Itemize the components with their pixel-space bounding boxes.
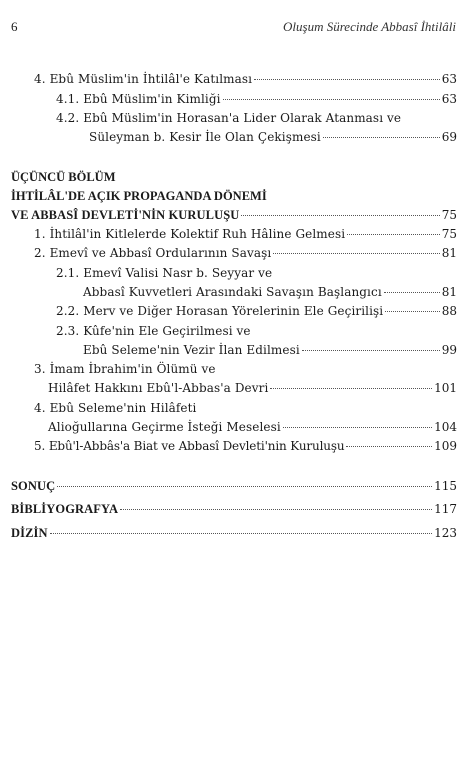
toc-entry[interactable]: [56, 92, 457, 109]
dot-leader: [346, 446, 432, 447]
toc-entry[interactable]: [48, 420, 457, 437]
section-title: İHTİLÂL'DE AÇIK PROPAGANDA DÖNEMİ: [11, 189, 267, 203]
toc-entry-page: 75: [441, 227, 457, 241]
toc-entry-page: 123: [434, 526, 457, 540]
dot-leader: [273, 253, 439, 254]
toc-entry-text[interactable]: 4.2. Ebû Müslim'in Horasan'a Lider Olarak Atanması ve: [56, 111, 402, 125]
dot-leader: [57, 486, 432, 487]
toc-entry-page: 88: [441, 304, 457, 318]
dot-leader: [302, 350, 440, 351]
running-header: [0, 19, 471, 37]
page-number: 6: [11, 19, 18, 34]
toc-entry-text[interactable]: 2.1. Emevî Valisi Nasr b. Seyyar ve: [56, 266, 273, 280]
running-title: Oluşum Sürecinde Abbasî İhtilâli: [283, 19, 456, 34]
toc-entry-page: 69: [441, 130, 457, 144]
toc-entry[interactable]: [11, 526, 457, 543]
dot-leader: [120, 509, 432, 510]
toc-entry[interactable]: [34, 246, 457, 263]
toc-entry-page: 117: [434, 502, 457, 516]
dot-leader: [347, 234, 440, 235]
toc-entry[interactable]: [34, 439, 457, 456]
dot-leader: [384, 292, 440, 293]
toc-entry-page: 109: [434, 439, 457, 453]
dot-leader: [254, 79, 440, 80]
toc-entry-text: 2. Emevî ve Abbasî Ordularının Savaşı: [34, 246, 272, 260]
toc-entry-page: 104: [434, 420, 457, 434]
toc-entry-text: BİBLİYOGRAFYA: [11, 502, 119, 516]
dot-leader: [241, 215, 439, 216]
toc-entry-page: 63: [441, 72, 457, 86]
toc-entry-page: 63: [441, 92, 457, 106]
toc-entry-text: Ebû Seleme'nin Vezir İlan Edilmesi: [83, 343, 300, 357]
toc-entry-text: SONUÇ: [11, 479, 56, 493]
dot-leader: [385, 311, 439, 312]
dot-leader: [323, 137, 440, 138]
toc-entry[interactable]: [11, 502, 457, 519]
dot-leader: [270, 388, 432, 389]
toc-entry-text: 4. Ebû Müslim'in İhtilâl'e Katılması: [34, 72, 253, 86]
dot-leader: [223, 99, 440, 100]
toc-entry[interactable]: [83, 343, 457, 360]
toc-entry-text: Alioğullarına Geçirme İsteği Meselesi: [48, 420, 281, 434]
toc-entry-page: 81: [441, 246, 457, 260]
toc-entry[interactable]: [11, 479, 457, 496]
toc-entry[interactable]: [89, 130, 457, 147]
toc-entry-page: 81: [441, 285, 457, 299]
dot-leader: [283, 427, 432, 428]
toc-entry-text: Süleyman b. Kesir İle Olan Çekişmesi: [89, 130, 321, 144]
toc-entry[interactable]: [83, 285, 457, 302]
toc-entry-text: Hilâfet Hakkını Ebû'l-Abbas'a Devri: [48, 381, 269, 395]
toc-entry-text: 4.1. Ebû Müslim'in Kimliği: [56, 92, 221, 106]
section-title: VE ABBASÎ DEVLETİ'NİN KURULUŞU: [11, 208, 240, 222]
dot-leader: [50, 533, 432, 534]
section-heading: ÜÇÜNCÜ BÖLÜM: [11, 170, 116, 184]
toc-entry-page: 75: [441, 208, 457, 222]
toc-entry-text: 1. İhtilâl'in Kitlelerde Kolektif Ruh Hâline Gelmesi: [34, 227, 346, 241]
toc-entry-text: 5. Ebû'l-Abbâs'a Biat ve Abbasî Devleti'nin Kuruluşu: [34, 439, 345, 453]
toc-entry-text: DİZİN: [11, 526, 48, 540]
toc-entry[interactable]: [34, 227, 457, 244]
toc-entry-text: Abbasî Kuvvetleri Arasındaki Savaşın Başlangıcı: [83, 285, 382, 299]
toc-entry[interactable]: [48, 381, 457, 398]
toc-entry-text: 2.2. Merv ve Diğer Horasan Yörelerinin Ele Geçirilişi: [56, 304, 384, 318]
toc-entry-text[interactable]: 4. Ebû Seleme'nin Hilâfeti: [34, 401, 197, 415]
toc-entry-page: 99: [441, 343, 457, 357]
toc-entry-text[interactable]: 2.3. Kûfe'nin Ele Geçirilmesi ve: [56, 324, 251, 338]
toc-entry-page: 115: [434, 479, 457, 493]
toc-entry-page: 101: [434, 381, 457, 395]
toc-entry[interactable]: [56, 304, 457, 321]
toc-entry[interactable]: [34, 72, 457, 89]
toc-entry[interactable]: [11, 208, 457, 225]
toc-entry-text[interactable]: 3. İmam İbrahim'in Ölümü ve: [34, 362, 216, 376]
